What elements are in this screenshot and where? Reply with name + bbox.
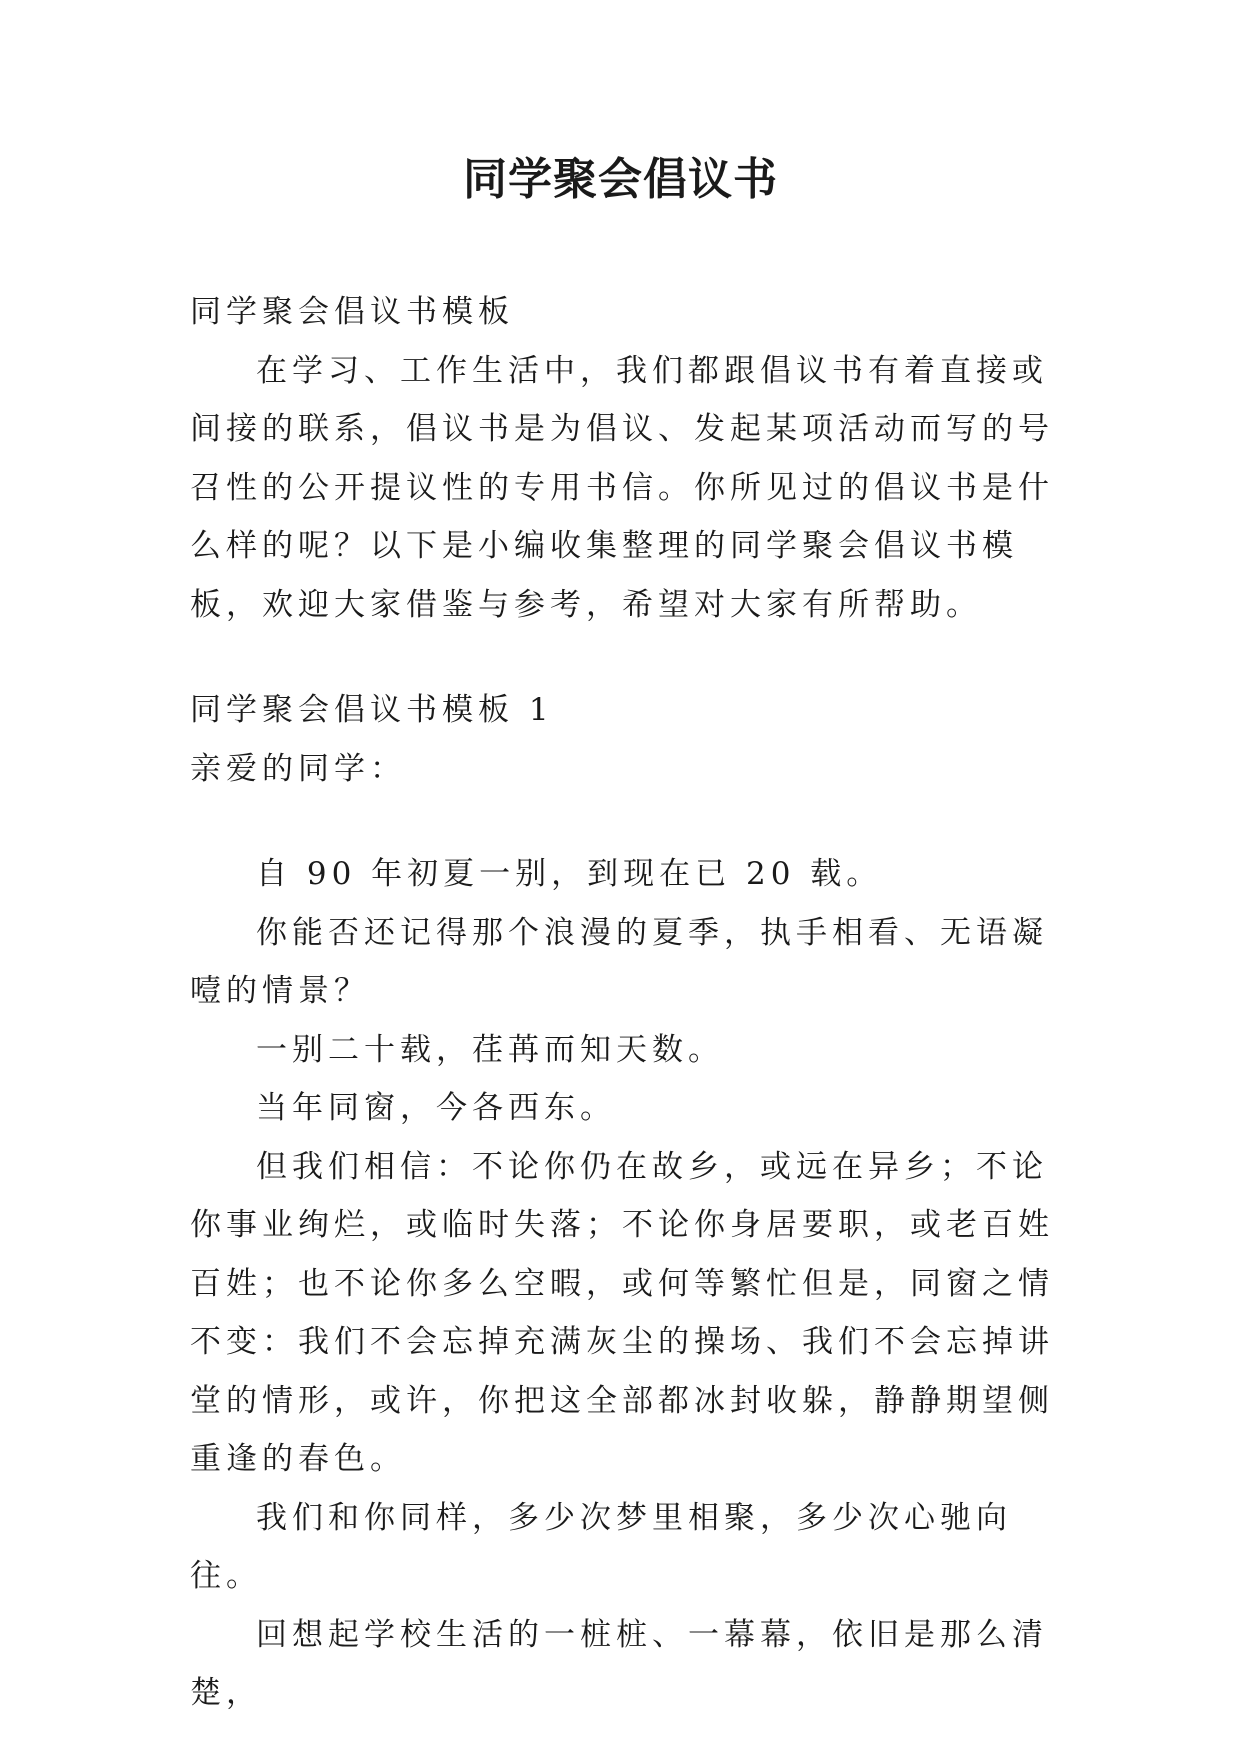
- body-paragraph: 回想起学校生活的一桩桩、一幕幕，依旧是那么清楚，: [190, 1616, 1048, 1711]
- body-paragraph: 你能否还记得那个浪漫的夏季，执手相看、无语凝噎的情景？: [190, 914, 1048, 1009]
- spacer: [190, 798, 1060, 845]
- document-title: 同学聚会倡议书: [463, 154, 778, 205]
- document-body: [190, 283, 1060, 1723]
- body-paragraph: 但我们相信：不论你仍在故乡，或远在异乡；不论你事业绚烂，或临时失落；不论你身居要职，或老百姓百姓；也不论你多么空暇，或何等繁忙但是，同窗之情不变：我们不会忘掉充满灰尘的操场、我们不会忘掉讲堂的情形，或许，你把这全部都冰封收躲，静静期望侧重逢的春色。: [190, 1148, 1054, 1477]
- subtitle: 同学聚会倡议书模板: [190, 294, 514, 330]
- spacer: [190, 634, 1060, 681]
- salutation: 亲爱的同学：: [190, 750, 406, 787]
- template-heading: 同学聚会倡议书模板 1: [190, 692, 554, 728]
- intro-paragraph: 在学习、工作生活中，我们都跟倡议书有着直接或间接的联系，倡议书是为倡议、发起某项活动而写的号召性的公开提议性的专用书信。你所见过的倡议书是什么样的呢？以下是小编收集整理的同学聚会倡议书模板，欢迎大家借鉴与参考，希望对大家有所帮助。: [190, 352, 1054, 623]
- body-paragraph: 一别二十载，荏苒而知天数。: [256, 1031, 724, 1068]
- body-paragraph: 我们和你同样，多少次梦里相聚，多少次心驰向往。: [190, 1499, 1012, 1594]
- body-paragraph: 当年同窗，今各西东。: [256, 1090, 616, 1126]
- body-paragraph: 自 90 年初夏一别，到现在已 20 载。: [256, 856, 883, 892]
